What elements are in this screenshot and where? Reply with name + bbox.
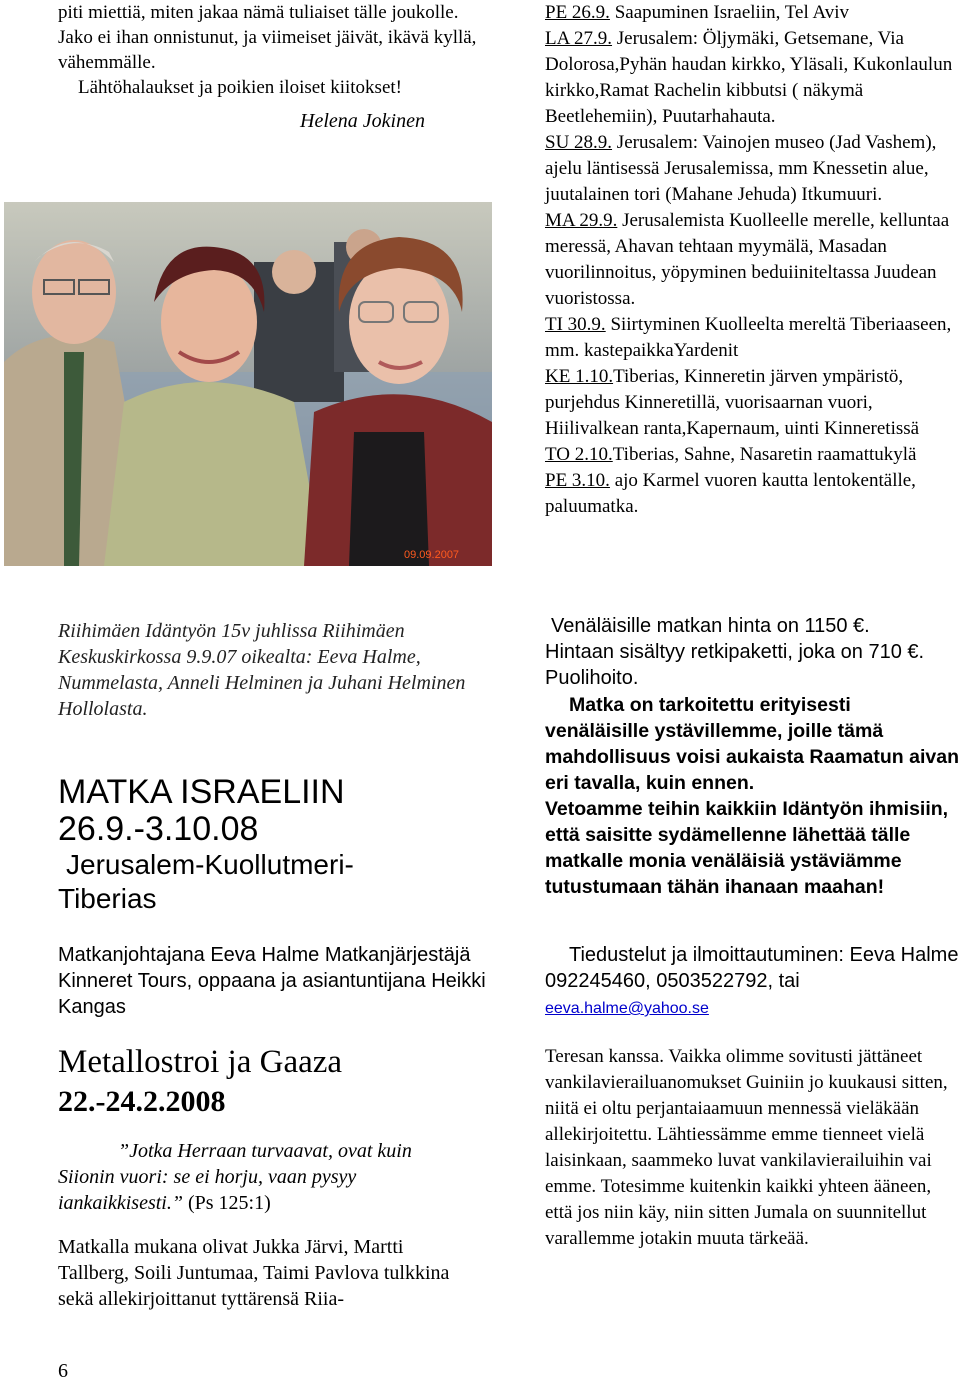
itinerary-text: Tiberias, Kinneretin järven ympäristö, purjehdus Kinneretillä, vuorisaarnan vuori, Hiilivalkean ranta,Kapernaum, uinti Kinneretissä [545,366,920,439]
itinerary-text: Jerusalemista Kuolleelle merelle, kelluntaa meressä, Ahavan tehtaan myymälä, Masadan vuorilinnoitus, yöpyminen beduiiniteltassa Juudean vuoristossa. [545,210,950,309]
trip-route: Jerusalem-Kuollutmeri-Tiberias [58,849,354,914]
itinerary-item [545,208,960,312]
group-photo-image [4,202,492,566]
email-link[interactable]: eeva.halme@yahoo.se [545,1000,709,1017]
itinerary-item [545,26,960,130]
itinerary-text: ajo Karmel vuoren kautta lentokentälle, paluumatka. [545,470,916,517]
itinerary-day: TI 30.9. [545,314,606,335]
itinerary-item [545,442,960,468]
itinerary-item [545,312,960,364]
price-included: Hintaan sisältyy retkipaketti, joka on 710 €. Puolihoito. [545,641,925,689]
itinerary-day: MA 29.9. [545,210,618,231]
itinerary-day: TO 2.10. [545,444,613,465]
itinerary-item [545,468,960,520]
article-date: 22.-24.2.2008 [58,1085,226,1118]
article-title: Metallostroi ja Gaaza [58,1044,343,1080]
itinerary [545,0,960,520]
continued-article-text: Teresan kanssa. Vaikka olimme sovitusti jättäneet vankilavierailuanomukset Guiniin jo kuukausi sitten, niitä ei oltu perjantaiaamuun mennessä vieläkään allekirjoitettu. Lähtiessämme emme tienneet vielä laisinkaan, saammeko luvat vankilavierailuihin vai emme. Totesimme kuitenkin kaikki yhteen ääneen, että jos niin käy, niin sitten Jumala on suunnitellut varallemme jotakin muuta tärkeää. [545,1046,948,1249]
itinerary-day: PE 26.9. [545,2,610,23]
appeal-text [545,692,960,900]
photo-caption: Riihimäen Idäntyön 15v juhlissa Riihimäen Keskuskirkossa 9.9.07 oikealta: Eeva Halme, Nummelasta, Anneli Helminen ja Juhani Helminen Hollolasta. [58,620,466,720]
itinerary-text: Siirtyminen Kuolleelta mereltä Tiberiaaseen, mm. kastepaikkaYardenit [545,314,952,361]
itinerary-text: Jerusalem: Vainojen museo (Jad Vashem), ajelu läntisessä Jerusalemissa, mm Knessetin alue, juutalainen tori (Mahane Jehuda) Itkumuuri. [545,132,937,205]
quote-reference: (Ps 125:1) [187,1192,271,1214]
bible-quote [58,1138,468,1216]
companions-text: Matkalla mukana olivat Jukka Järvi, Martti Tallberg, Soili Juntumaa, Taimi Pavlova tulkkina sekä allekirjoittanut tyttärensä Riia- [58,1236,450,1310]
inquiry-text: Tiedustelut ja ilmoittautuminen: Eeva Halme 092245460, 0503522792, tai [545,944,959,992]
page-number: 6 [58,1360,68,1382]
left-column [58,0,478,133]
trip-leaders: Matkanjohtajana Eeva Halme Matkanjärjestäjä Kinneret Tours, oppaana ja asiantuntijana Heikki Kangas [58,944,486,1018]
itinerary-day: KE 1.10. [545,366,614,387]
intro-thanks: Lähtöhalaukset ja poikien iloiset kiitokset! [78,77,402,98]
itinerary-text: Tiberias, Sahne, Nasaretin raamattukylä [612,444,917,465]
itinerary-text: Saapuminen Israeliin, Tel Aviv [609,2,850,23]
price-info [545,613,960,691]
inquiry-info [545,942,960,1022]
itinerary-day: PE 3.10. [545,470,610,491]
price-line: Venäläisille matkan hinta on 1150 €. [551,615,870,637]
itinerary-day: LA 27.9. [545,28,613,49]
photo-date-stamp: 09.09.2007 [404,549,460,561]
itinerary-item [545,130,960,208]
group-photo [4,202,492,566]
itinerary-item [545,0,960,26]
itinerary-text: Jerusalem: Öljymäki, Getsemane, Via Dolorosa,Pyhän haudan kirkko, Yläsali, Kukonlaulun kirkko,Ramat Rachelin kibbutsi ( näkymä Beetlehemiin), Puutarhahauta. [545,28,953,127]
intro-paragraph: piti miettiä, miten jakaa nämä tuliaiset tälle joukolle. Jako ei ihan onnistunut, ja viimeiset jäivät, ikävä kyllä, vähemmälle. [58,2,477,73]
trip-dates: 26.9.-3.10.08 [58,810,259,848]
trip-title: MATKA ISRAELIIN [58,773,345,811]
quote-text: ”Jotka Herraan turvaavat, ovat kuin Siionin vuori: se ei horju, vaan pysyy iankaikkisesti.” [58,1140,412,1214]
appeal-paragraph: Matka on tarkoitettu erityisesti venäläisille ystävillemme, joille tämä mahdollisuus voisi aukaista Raamatun aivan eri tavalla, kuin ennen. [545,694,959,794]
trip-heading [58,774,478,916]
appeal-paragraph: Vetoamme teihin kaikkiin Idäntyön ihmisiin, että saisitte sydämellenne lähettää tälle matkalle monia venäläisiä ystäviämme tutustumaan tähän ihanaan maahan! [545,798,949,898]
signature: Helena Jokinen [300,110,425,132]
itinerary-day: SU 28.9. [545,132,613,153]
intro-text [58,0,478,100]
itinerary-item [545,364,960,442]
